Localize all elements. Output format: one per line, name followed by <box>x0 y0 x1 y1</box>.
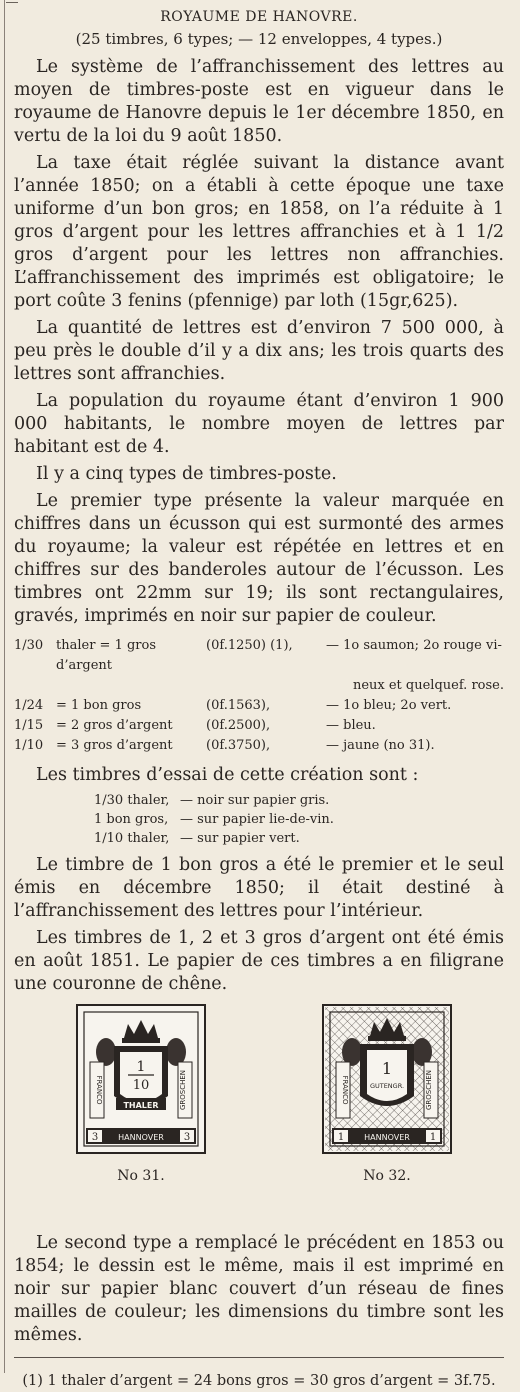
stamp-32-bottom: HANNOVER <box>364 1133 410 1142</box>
trial-row <box>94 810 504 829</box>
trial-row <box>94 791 504 810</box>
stamp-32-caption: No 32. <box>363 1168 411 1184</box>
trial-value: 1/30 thaler, <box>94 793 170 808</box>
stamp-31-image <box>76 1004 206 1154</box>
rate-fraction: 1/15 <box>14 718 44 733</box>
rate-fraction: 1/24 <box>14 698 44 713</box>
trial-paper: — noir sur papier gris. <box>180 793 330 808</box>
paragraph-6: Le premier type présente la valeur marquée en chiffres dans un écusson qui est surmonté des armes du royaume; la valeur est répétée en lettres et en chiffres sur des banderoles autour de l’écusson. Les timbres ont 22mm sur 19; ils sont rectangulaires, gravés, imprimés en noir sur papier de couleur. <box>14 491 504 626</box>
stamp-31-caption: No 31. <box>117 1168 165 1184</box>
rate-color: — 1o bleu; 2o vert. <box>326 698 452 713</box>
rate-color: — jaune (no 31). <box>326 738 435 753</box>
footnote-rule <box>14 1357 504 1358</box>
stamp-32-value: 1 <box>381 1059 393 1078</box>
stamp-31-right-band: GROSCHEN <box>179 1069 187 1111</box>
paragraph-7: Les timbres d’essai de cette création sont : <box>36 765 419 785</box>
trial-value: 1/10 thaler, <box>94 831 170 846</box>
stamp-31-subvalue: 10 <box>132 1078 150 1093</box>
stamp-illustrations <box>14 1002 504 1232</box>
section-subtitle: (25 timbres, 6 types; — 12 enveloppes, 4 types.) <box>75 30 443 48</box>
paragraph-3: La quantité de lettres est d’environ 7 500 000, à peu près le double d’il y a dix ans; les trois quarts des lettres sont affranchies. <box>14 318 504 384</box>
rate-row <box>14 736 504 756</box>
rate-price: (0f.1250) (1), <box>206 638 293 653</box>
rate-description: = 1 bon gros <box>56 698 142 713</box>
paragraph-10: Le second type a remplacé le précédent en 1853 ou 1854; le dessin est le même, mais il est imprimé en noir sur papier blanc couvert d’un réseau de fines mailles de couleur; les dimensions du timbre sont les mêmes. <box>14 1233 504 1345</box>
stamp-32-right-band: GROSCHEN <box>425 1069 433 1111</box>
stamp-32-corner-left: 1 <box>337 1132 345 1143</box>
stamp-32-word: GUTENGR. <box>369 1082 405 1090</box>
trial-stamps-list <box>94 791 504 848</box>
rate-row <box>14 696 504 716</box>
rate-row <box>14 636 504 676</box>
rate-color-continued: neux et quelquef. rose. <box>352 678 504 693</box>
paragraph-8: Le timbre de 1 bon gros a été le premier et le seul émis en décembre 1850; il était destiné à l’affranchissement des lettres pour l’intérieur. <box>14 855 504 921</box>
rate-price: (0f.3750), <box>206 738 271 753</box>
rate-price: (0f.2500), <box>206 718 271 733</box>
stamp-figure-32 <box>322 1004 452 1184</box>
rate-fraction: 1/10 <box>14 738 44 753</box>
stamp-figure-31 <box>76 1004 206 1184</box>
stamp-32-image <box>322 1004 452 1154</box>
trial-paper: — sur papier vert. <box>180 831 300 846</box>
rate-description: = 2 gros d’argent <box>56 718 173 733</box>
trial-paper: — sur papier lie-de-vin. <box>180 812 334 827</box>
rate-color: — bleu. <box>326 718 376 733</box>
stamp-31-corner-right: 3 <box>183 1132 191 1143</box>
rate-row <box>14 716 504 736</box>
rate-price: (0f.1563), <box>206 698 271 713</box>
rate-description: thaler = 1 gros d’argent <box>56 638 157 673</box>
rate-color: — 1o saumon; 2o rouge vi- <box>326 638 502 653</box>
stamp-32-left-band: FRANCO <box>341 1075 349 1105</box>
trial-row <box>94 829 504 848</box>
trial-value: 1 bon gros, <box>94 812 169 827</box>
rate-description: = 3 gros d’argent <box>56 738 173 753</box>
stamp-31-value: 1 <box>136 1059 146 1075</box>
stamp-31-word: THALER <box>123 1101 159 1110</box>
stamp-31-left-band: FRANCO <box>95 1075 103 1105</box>
paragraph-9: Les timbres de 1, 2 et 3 gros d’argent ont été émis en août 1851. Le papier de ces timbres a en filigrane une couronne de chêne. <box>14 928 504 994</box>
rate-fraction: 1/30 <box>14 638 44 653</box>
paragraph-5: Il y a cinq types de timbres-poste. <box>36 464 337 484</box>
paragraph-4: La population du royaume étant d’environ 1 900 000 habitants, le nombre moyen de lettres par habitant est de 4. <box>14 391 504 457</box>
footnote: (1) 1 thaler d’argent = 24 bons gros = 30 gros d’argent = 3f.75. <box>22 1373 496 1389</box>
paragraph-1: Le système de l’affranchissement des lettres au moyen de timbres-poste est en vigueur dans le royaume de Hanovre depuis le 1er décembre 1850, en vertu de la loi du 9 août 1850. <box>14 57 504 146</box>
section-title: ROYAUME DE HANOVRE. <box>160 9 358 25</box>
paragraph-2: La taxe était réglée suivant la distance avant l’année 1850; on a établi à cette époque une taxe uniforme d’un bon gros; en 1858, on l’a réduite à 1 gros d’argent pour les lettres affranchies et à 1 1/2 gros d’argent pour les lettres non affranchies. L’affranchissement des imprimés est obligatoire; le port coûte 3 fenins (pfennige) par loth (15gr,625). <box>14 153 504 311</box>
stamp-31-corner-left: 3 <box>91 1132 99 1143</box>
stamp-32-corner-right: 1 <box>429 1132 437 1143</box>
rates-table <box>14 636 504 756</box>
stamp-31-bottom: HANNOVER <box>118 1133 164 1142</box>
